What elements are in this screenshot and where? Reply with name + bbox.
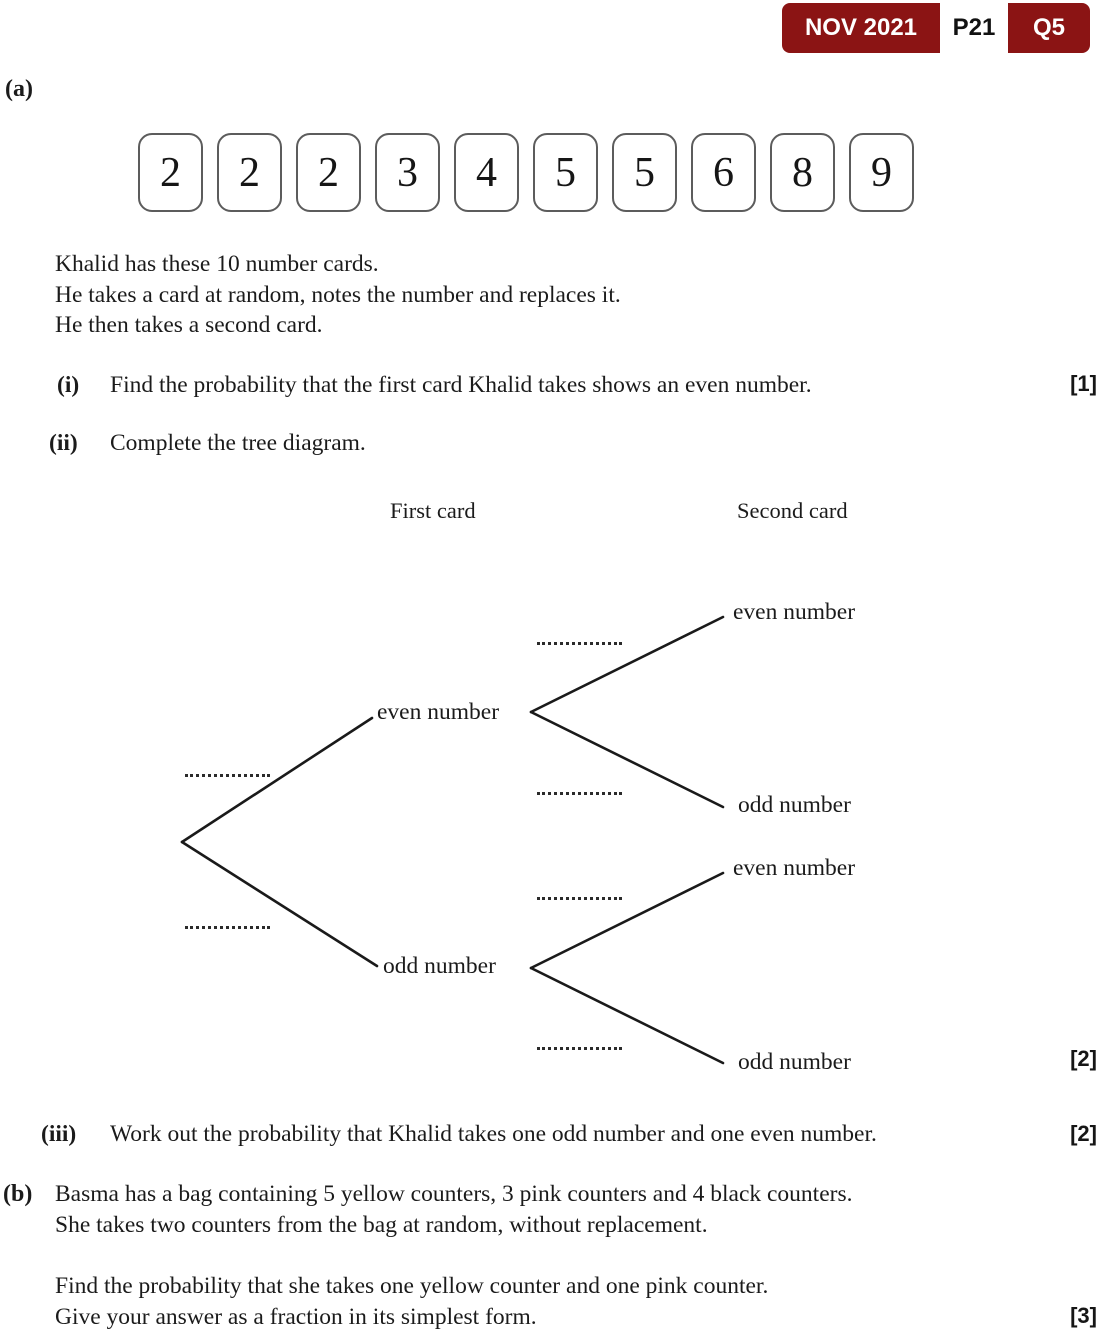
tree-label-second-even-odd: odd number xyxy=(738,792,851,818)
probability-blank xyxy=(537,893,622,900)
probability-blank xyxy=(537,1043,622,1050)
card-value: 2 xyxy=(160,149,181,196)
number-card xyxy=(375,133,440,212)
second-card-header: Second card xyxy=(737,498,848,523)
tree-label-first-odd: odd number xyxy=(383,953,496,979)
question-iii-text: Work out the probability that Khalid takes one odd number and one even number. xyxy=(110,1121,877,1147)
tree-branch-line xyxy=(531,617,723,712)
card-value: 5 xyxy=(555,149,576,196)
probability-blank xyxy=(537,788,622,795)
tree-label-second-even-even: even number xyxy=(733,599,856,625)
part-b-label: (b) xyxy=(3,1181,33,1207)
paper-number-badge: P21 xyxy=(940,3,1008,53)
card-value: 3 xyxy=(397,149,418,196)
intro-line: Khalid has these 10 number cards. xyxy=(55,251,379,277)
card-value: 2 xyxy=(239,149,260,196)
card-value: 2 xyxy=(318,149,339,196)
part-b-intro-line: Basma has a bag containing 5 yellow counters, 3 pink counters and 4 black counters. xyxy=(55,1181,853,1207)
part-b-task-line: Find the probability that she takes one yellow counter and one pink counter. xyxy=(55,1273,769,1299)
question-i-mark: [1] xyxy=(1070,371,1097,396)
question-iii-number: (iii) xyxy=(41,1121,77,1147)
probability-blank xyxy=(185,922,270,929)
number-card xyxy=(533,133,598,212)
question-i-number: (i) xyxy=(57,372,80,398)
question-ii-mark: [2] xyxy=(1070,1046,1097,1071)
intro-line: He takes a card at random, notes the number and replaces it. xyxy=(55,282,621,308)
number-card xyxy=(612,133,677,212)
question-ii-text: Complete the tree diagram. xyxy=(110,430,366,456)
part-b-task-line: Give your answer as a fraction in its simplest form. xyxy=(55,1304,537,1330)
number-card xyxy=(849,133,914,212)
part-a-label: (a) xyxy=(5,76,33,102)
part-b-intro-line: She takes two counters from the bag at random, without replacement. xyxy=(55,1212,708,1238)
tree-branch-line xyxy=(182,718,372,842)
number-cards-row xyxy=(138,133,914,212)
number-card xyxy=(138,133,203,212)
question-number-badge: Q5 xyxy=(1008,3,1090,53)
intro-line: He then takes a second card. xyxy=(55,312,323,338)
card-value: 5 xyxy=(634,149,655,196)
session-badge: NOV 2021 xyxy=(782,3,940,53)
card-value: 4 xyxy=(476,149,497,196)
card-value: 9 xyxy=(871,149,892,196)
question-iii-mark: [2] xyxy=(1070,1121,1097,1146)
number-card xyxy=(454,133,519,212)
card-value: 8 xyxy=(792,149,813,196)
question-ii-number: (ii) xyxy=(49,430,78,456)
card-value: 6 xyxy=(713,149,734,196)
number-card xyxy=(296,133,361,212)
number-card xyxy=(770,133,835,212)
probability-blank xyxy=(185,770,270,777)
tree-label-second-odd-odd: odd number xyxy=(738,1049,851,1075)
tree-label-first-even: even number xyxy=(377,699,500,725)
paper-reference-badge xyxy=(782,3,1090,53)
tree-branch-line xyxy=(531,873,723,968)
number-card xyxy=(217,133,282,212)
probability-blank xyxy=(537,638,622,645)
tree-label-second-odd-even: even number xyxy=(733,855,856,881)
part-b-mark: [3] xyxy=(1070,1303,1097,1328)
tree-branch-line xyxy=(182,842,377,966)
number-card xyxy=(691,133,756,212)
first-card-header: First card xyxy=(390,498,476,523)
question-i-text: Find the probability that the first card Khalid takes shows an even number. xyxy=(110,372,812,398)
